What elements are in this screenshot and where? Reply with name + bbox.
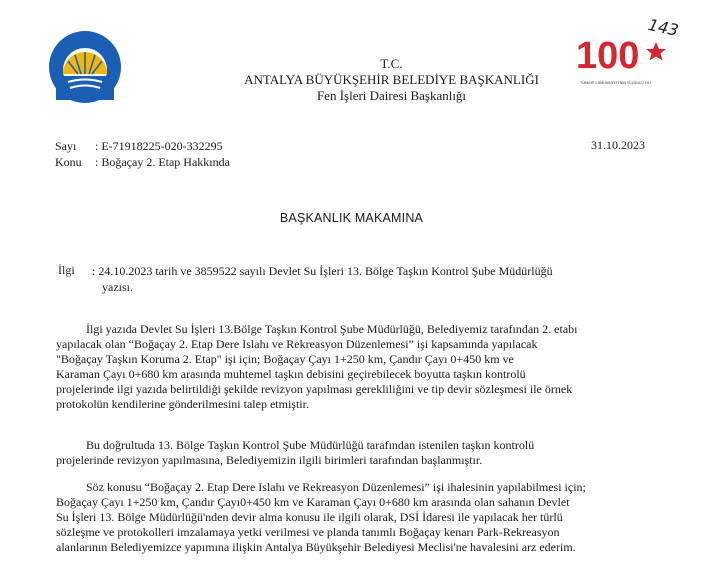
ilgi-label: İlgi xyxy=(58,263,75,277)
konu-label: Konu xyxy=(55,155,82,169)
paragraph-line: Bu doğrultuda 13. Bölge Taşkın Kontrol Şube Müdürlüğü tarafından istenilen taşkın kontrolü xyxy=(86,438,535,452)
ilgi-line-1: : 24.10.2023 tarih ve 3859522 sayılı Devlet Su İşleri 13. Bölge Taşkın Kontrol Şube Müdürlüğü xyxy=(92,264,553,278)
paragraph-line: sözleşme ve protokolleri imzalamaya yetki verilmesi ve planda tanımlı Boğaçay kenarı Park-Rekreasyon xyxy=(56,525,560,539)
paragraph-line: projelerinde revizyon yapılmasına, Belediyemizin ilgili birimleri tarafından başlanmıştır. xyxy=(56,453,483,467)
handwritten-page-number: 143 xyxy=(646,15,681,40)
centennial-logo-text: 100 xyxy=(576,35,640,77)
paragraph-line: projelerinde ilgi yazıda belirtildiği şekilde revizyon yapılması gerekliliğini ve tip devir sözleşmesi ile örnek xyxy=(56,382,573,396)
header-institution: ANTALYA BÜYÜKŞEHİR BELEDİYE BAŞKANLIĞI xyxy=(244,72,539,87)
konu-value: : Boğaçay 2. Etap Hakkında xyxy=(95,155,230,169)
sayi-row xyxy=(55,138,223,154)
konu-row xyxy=(55,154,230,170)
paragraph-3 xyxy=(56,480,654,555)
paragraph-line: yapılacak olan “Boğaçay 2. Etap Dere Islahı ve Rekreasyon Düzenlemesi” işi kapsamında yapılacak xyxy=(56,337,538,351)
paragraph-line: İlgi yazıda Devlet Su İşleri 13.Bölge Taşkın Kontrol Şube Müdürlüğü, Belediyemiz tarafından 2. etabı xyxy=(86,322,578,336)
ilgi-text xyxy=(92,263,652,295)
document-date: 31.10.2023 xyxy=(591,138,645,152)
ilgi-line-2: yazısı. xyxy=(102,280,133,294)
paragraph-1 xyxy=(56,322,654,412)
paragraph-line: Karaman Çayı 0+680 km arasında muhtemel taşkın debisini geçirebilecek boyutta taşkın kontrolü xyxy=(56,367,526,381)
paragraph-line: "Boğaçay Taşkın Koruma 2. Etap" işi için; Boğaçay Çayı 1+250 km, Çandır Çayı 0+450 km ve xyxy=(56,352,514,366)
paragraph-line: Su İşleri 13. Bölge Müdürlüğü'nden devir alma konusu ile ilgili olarak, DSİ İdaresi ile yapılacak her türlü xyxy=(56,510,563,524)
paragraph-line: Söz konusu “Boğaçay 2. Etap Dere Islahı ve Rekreasyon Düzenlemesi” işi ihalesinin yapılabilmesi için; xyxy=(86,480,586,494)
addressee: BAŞKANLIK MAKAMINA xyxy=(279,211,424,225)
sayi-value: : E-71918225-020-332295 xyxy=(95,139,223,153)
header-tc: T.C. xyxy=(380,56,403,71)
paragraph-line: alanlarının Belediyemizce yapımına ilişkin Antalya Büyükşehir Belediyesi Meclisi'ne havalesini arz ederim. xyxy=(56,540,576,554)
paragraph-line: Boğaçay Çayı 1+250 km, Çandır Çayı0+450 km ve Karaman Çayı 0+680 km arasında olan sahanın Devlet xyxy=(56,495,570,509)
centennial-logo-subtext: TÜRKİYE CUMHURİYETİ'NİN YÜZÜNCÜ YILI xyxy=(580,81,651,85)
sayi-label: Sayı xyxy=(55,139,77,153)
paragraph-line: protokolün kendilerine gönderilmesini talep etmiştir. xyxy=(56,397,309,411)
header-department: Fen İşleri Dairesi Başkanlığı xyxy=(316,88,467,103)
paragraph-2 xyxy=(56,438,654,468)
